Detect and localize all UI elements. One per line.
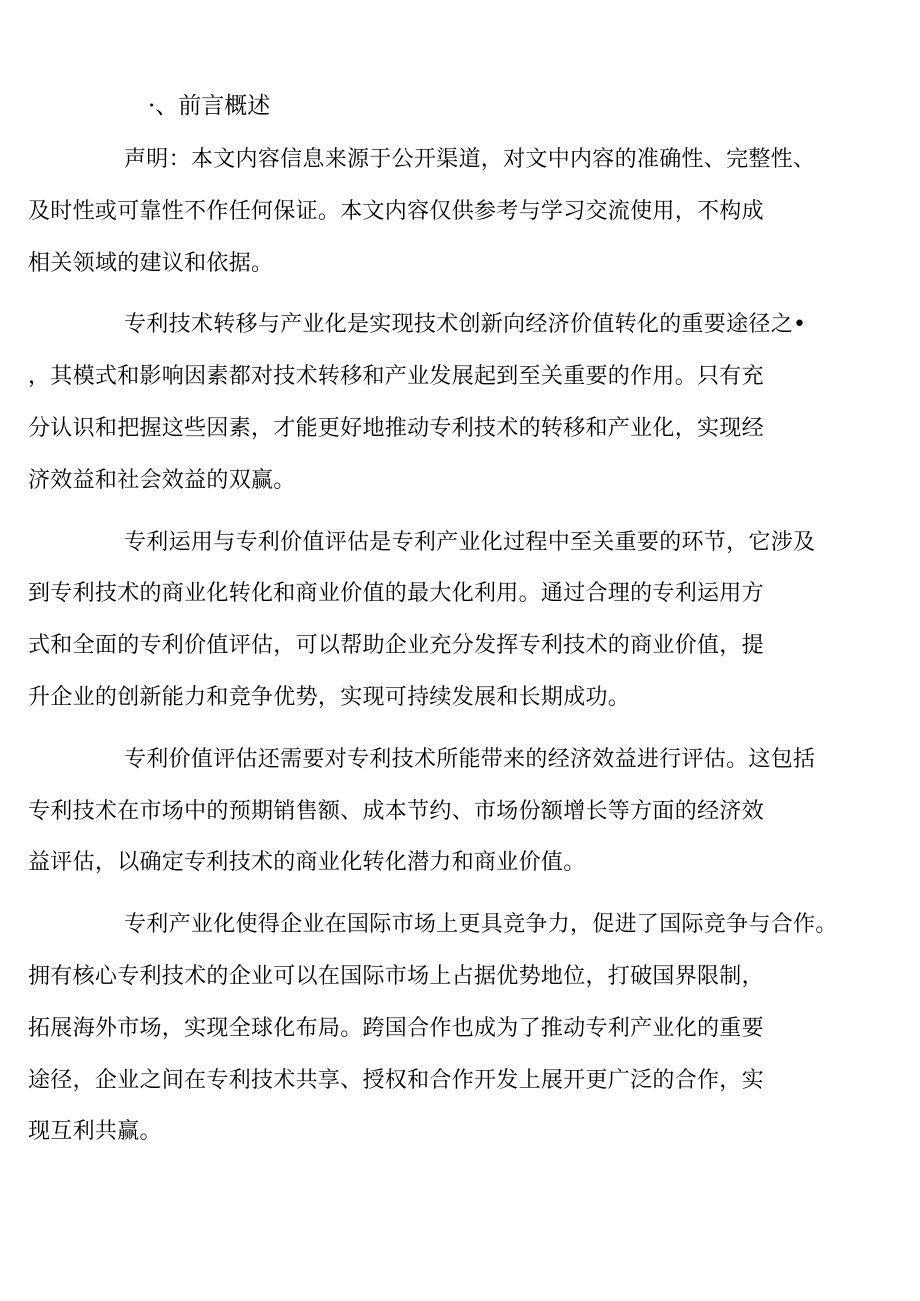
paragraph-line: 及时性或可靠性不作任何保证。本文内容仅供参考与学习交流使用，不构成	[28, 198, 764, 224]
paragraph-line: 专利产业化使得企业在国际市场上更具竞争力，促进了国际竞争与合作。	[124, 912, 838, 938]
paragraph-line: 专利价值评估还需要对专利技术所能带来的经济效益进行评估。这包括	[124, 746, 816, 772]
paragraph-line: 拥有核心专利技术的企业可以在国际市场上占据优势地位，打破国界限制，	[28, 963, 764, 989]
paragraph-economic	[28, 734, 844, 889]
paragraph-line: 专利技术在市场中的预期销售额、成本节约、市场份额增长等方面的经济效	[28, 798, 764, 824]
paragraph-line: 相关领域的建议和依据。	[28, 250, 274, 276]
paragraph-line: 升企业的创新能力和竞争优势，实现可持续发展和长期成功。	[28, 684, 631, 710]
section-heading: ·、前言概述	[148, 93, 271, 119]
paragraph-line: 济效益和社会效益的双赢。	[28, 467, 296, 493]
paragraph-line: 现互利共赢。	[28, 1119, 162, 1145]
paragraph-transfer	[28, 299, 844, 506]
paragraph-disclaimer	[28, 134, 844, 289]
paragraph-valuation	[28, 517, 844, 724]
paragraph-line: 途径，企业之间在专利技术共享、授权和合作开发上展开更广泛的合作，实	[28, 1067, 764, 1093]
paragraph-line: 专利技术转移与产业化是实现技术创新向经济价值转化的重要途径之•	[124, 312, 807, 338]
paragraph-line: ，其模式和影响因素都对技术转移和产业发展起到至关重要的作用。只有充	[28, 364, 764, 390]
paragraph-line: 分认识和把握这些因素，才能更好地推动专利技术的转移和产业化，实现经	[28, 415, 764, 441]
paragraph-line: 专利运用与专利价值评估是专利产业化过程中至关重要的环节，它涉及	[124, 529, 816, 555]
paragraph-line: 到专利技术的商业化转化和商业价值的最大化利用。通过合理的专利运用方	[28, 581, 764, 607]
paragraph-line: 益评估，以确定专利技术的商业化转化潜力和商业价值。	[28, 850, 586, 876]
paragraph-line: 式和全面的专利价值评估，可以帮助企业充分发挥专利技术的商业价值，提	[28, 633, 764, 659]
paragraph-line: 声明：本文内容信息来源于公开渠道，对文中内容的准确性、完整性、	[124, 147, 816, 172]
document-page	[28, 84, 844, 1168]
paragraph-line: 拓展海外市场，实现全球化布局。跨国合作也成为了推动专利产业化的重要	[28, 1015, 764, 1041]
paragraph-international	[28, 899, 844, 1158]
